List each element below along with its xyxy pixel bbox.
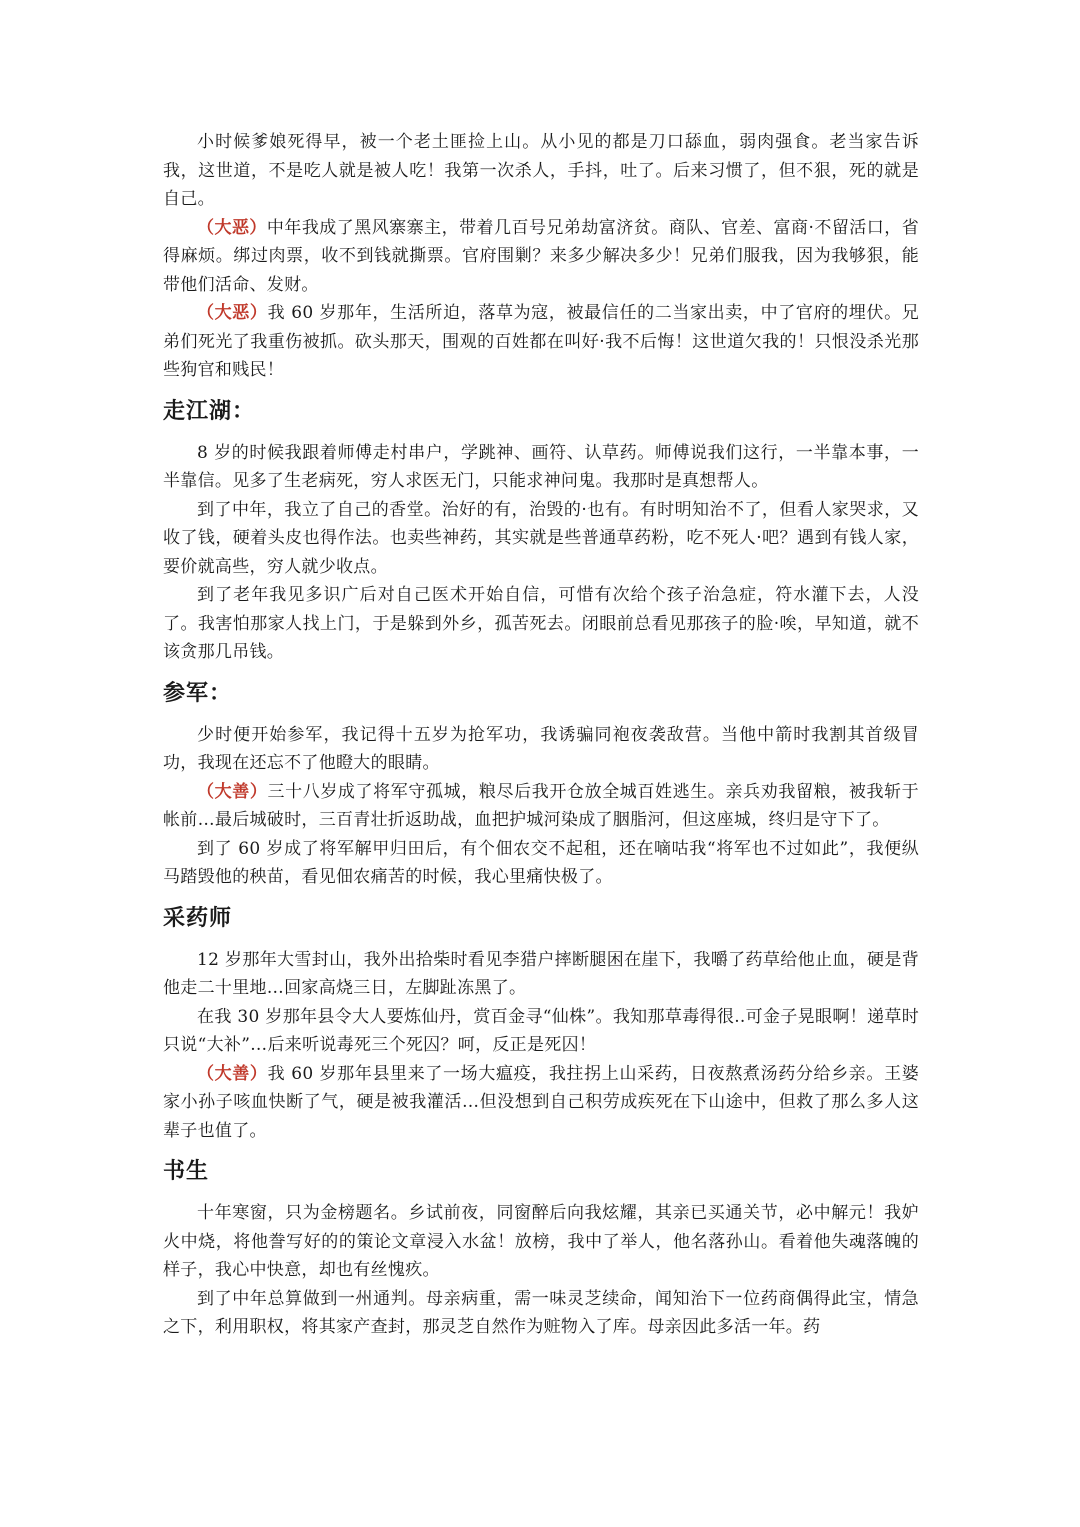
paragraph [163,1285,919,1342]
paragraph-text: 三十八岁成了将军守孤城，粮尽后我开仓放全城百姓逃生。亲兵劝我留粮，被我斩于帐前…最后城破时，三百青壮折返助战，血把护城河染成了胭脂河，但这座城，终归是守下了。 [163,781,919,830]
section-jianghu [163,395,919,667]
tag-label: （大善） [197,1063,268,1084]
paragraph [163,496,919,582]
section-herbalist [163,902,919,1146]
paragraph-text: 我 60 岁那年，生活所迫，落草为寇，被最信任的二当家出卖，中了官府的埋伏。兄弟们死光了我重伤被抓。砍头那天，围观的百姓都在叫好·我不后悔！这世道欠我的！只恨没杀光那些狗官和贱民！ [163,303,920,380]
paragraph [163,299,919,385]
paragraph [163,214,919,300]
paragraph-text: 小时候爹娘死得早，被一个老土匪捡上山。从小见的都是刀口舔血，弱肉强食。老当家告诉我，这世道，不是吃人就是被人吃！我第一次杀人，手抖，吐了。后来习惯了，但不狠，死的就是自己。 [163,132,919,209]
paragraph-text: 到了老年我见多识广后对自己医术开始自信，可惜有次给个孩子治急症，符水灌下去，人没了。我害怕那家人找上门，于是躲到外乡，孤苦死去。闭眼前总看见那孩子的脸·唉，早知道，就不该贪那几吊钱。 [163,585,919,662]
section-heading: 走江湖： [163,397,256,424]
section-bandit [163,128,919,385]
paragraph [163,778,919,835]
tag-label: （大恶） [197,303,268,323]
section-heading: 采药师 [163,904,233,931]
section-army [163,677,919,892]
paragraph-text: 12 岁那年大雪封山，我外出拾柴时看见李猎户摔断腿困在崖下，我嚼了药草给他止血，硬是背他走二十里地…回家高烧三日，左脚趾冻黑了。 [163,949,919,998]
document-page [163,128,919,1342]
tag-label: （大恶） [197,217,267,238]
paragraph [163,721,919,778]
paragraph-text: 我 60 岁那年县里来了一场大瘟疫，我拄拐上山采药，日夜熬煮汤药分给乡亲。王婆家小孙子咳血快断了气，硬是被我灌活…但没想到自己积劳成疾死在下山途中，但救了那么多人这辈子也值了。 [163,1063,920,1141]
section-heading: 书生 [163,1158,210,1184]
paragraph-text: 中年我成了黑风寨寨主，带着几百号兄弟劫富济贫。商队、官差、富商·不留活口，省得麻烦。绑过肉票，收不到钱就撕票。官府围剿？来多少解决多少！兄弟们服我，因为我够狠，能带他们活命、发财。 [163,217,919,295]
paragraph-text: 到了中年，我立了自己的香堂。治好的有，治毁的·也有。有时明知治不了，但看人家哭求，又收了钱，硬着头皮也得作法。也卖些神药，其实就是些普通草药粉，吃不死人·吧？遇到有钱人家，要价就高些，穷人就少收点。 [163,499,919,577]
section-scholar [163,1155,919,1342]
paragraph [163,835,919,892]
paragraph-text: 少时便开始参军，我记得十五岁为抢军功，我诱骗同袍夜袭敌营。当他中箭时我割其首级冒功，我现在还忘不了他瞪大的眼睛。 [163,724,919,773]
paragraph [163,439,919,496]
paragraph [163,128,919,214]
section-heading: 参军： [163,679,233,706]
paragraph [163,1199,919,1285]
paragraph-text: 到了 60 岁成了将军解甲归田后，有个佃农交不起租，还在嘀咕我“将军也不过如此”，我便纵马踏毁他的秧苗，看见佃农痛苦的时候，我心里痛快极了。 [163,838,919,887]
paragraph [163,946,919,1003]
paragraph [163,1060,919,1146]
paragraph [163,1003,919,1060]
paragraph-text: 在我 30 岁那年县令大人要炼仙丹，赏百金寻“仙株”。我知那草毒得很..可金子晃眼啊！递草时只说“大补”…后来听说毒死三个死囚？呵，反正是死囚！ [163,1006,919,1055]
paragraph [163,581,919,667]
paragraph-text: 十年寒窗，只为金榜题名。乡试前夜，同窗醉后向我炫耀，其亲已买通关节，必中解元！我妒火中烧，将他誊写好的的策论文章浸入水盆！放榜，我中了举人，他名落孙山。看着他失魂落魄的样子，我心中快意，却也有丝愧疚。 [163,1203,919,1280]
paragraph-text: 到了中年总算做到一州通判。母亲病重，需一味灵芝续命，闻知治下一位药商偶得此宝，情急之下，利用职权，将其家产查封，那灵芝自然作为赃物入了库。母亲因此多活一年。药 [163,1288,919,1337]
tag-label: （大善） [197,781,268,802]
paragraph-text: 8 岁的时候我跟着师傅走村串户，学跳神、画符、认草药。师傅说我们这行，一半靠本事，一半靠信。见多了生老病死，穷人求医无门，只能求神问鬼。我那时是真想帮人。 [163,442,919,491]
